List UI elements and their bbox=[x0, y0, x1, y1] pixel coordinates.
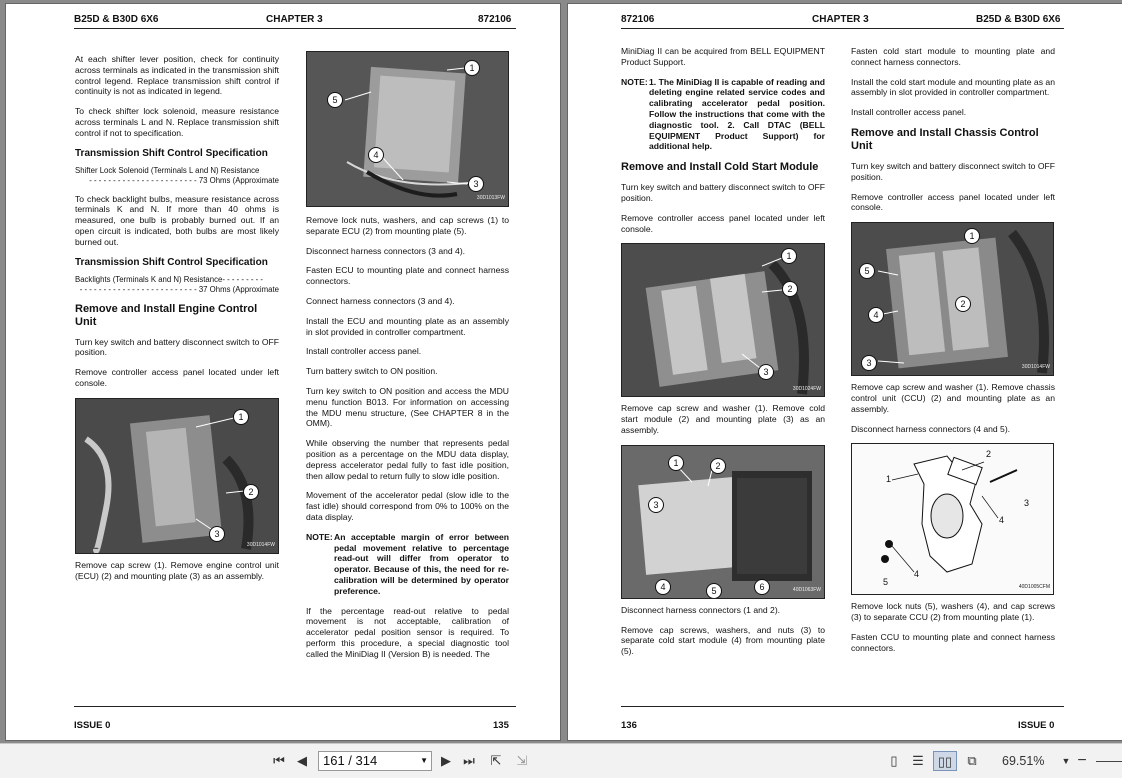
callout-1: 1 bbox=[464, 60, 480, 76]
first-page-icon[interactable]: ⏮ bbox=[273, 753, 285, 768]
callout-2: 2 bbox=[782, 281, 798, 297]
spec-entry bbox=[75, 275, 279, 295]
note-label: NOTE: bbox=[621, 76, 648, 87]
header-rule bbox=[621, 28, 1064, 29]
right-column-1 bbox=[621, 46, 825, 666]
paragraph: To check shifter lock solenoid, measure resistance across terminals L and N. Replace transmission shift control if not to specification. bbox=[75, 106, 279, 138]
header-code: 872106 bbox=[621, 14, 655, 25]
figure-id: 30D1014FW bbox=[246, 541, 275, 548]
paragraph: Turn key switch and battery disconnect switch to OFF position. bbox=[75, 336, 279, 358]
paragraph: Fasten ECU to mounting plate and connect harness connectors. bbox=[306, 265, 509, 287]
two-page-icon[interactable]: ▯▯ bbox=[933, 751, 957, 771]
callout-5: 5 bbox=[859, 263, 875, 279]
ecu-photo-drawing bbox=[76, 399, 279, 554]
zoom-slider[interactable] bbox=[1096, 761, 1122, 762]
paragraph: Install the cold start module and mounting plate as an assembly in slot provided in controller compartment. bbox=[851, 76, 1055, 98]
zoom-level[interactable]: 69.51% bbox=[1002, 754, 1045, 768]
section-title: Remove and Install Engine Control Unit bbox=[75, 302, 258, 328]
figure-id: 30D1014FW bbox=[1021, 364, 1050, 371]
page-number-input[interactable] bbox=[318, 751, 432, 771]
paragraph: Disconnect harness connectors (3 and 4). bbox=[306, 245, 466, 256]
figure-caption: Remove cap screw and washer (1). Remove chassis control unit (CCU) (2) and mounting plate as an assembly. bbox=[851, 382, 1055, 414]
paragraph: If the percentage read-out relative to pedal movement is not acceptable, calibration of accelerator pedal position sensor is required. To perform this procedure, a special diagnostic tool called the MiniDiag II (Version B) is needed. The bbox=[306, 605, 509, 659]
callout-1: 1 bbox=[668, 455, 684, 471]
paragraph: Turn key switch to ON position and access the MDU menu function B013. For information on accessing the MDU menu structure, (See CHAPTER 8 in the OMM). bbox=[306, 385, 509, 429]
figure-caption: Remove cap screw and washer (1). Remove cold start module (2) and mounting plate (3) as an assembly. bbox=[621, 403, 825, 435]
cold-start-drawing bbox=[622, 244, 825, 397]
callout-6: 6 bbox=[754, 579, 770, 595]
ccu-photo-drawing bbox=[852, 223, 1054, 376]
left-column-1 bbox=[75, 54, 279, 590]
zoom-out-icon[interactable]: − bbox=[1077, 752, 1087, 769]
callout-1: 1 bbox=[964, 228, 980, 244]
note-body: An acceptable margin of error between pedal movement relative to percentage read-out will differ from operator to operator. Because of this, the need for re-calibration will be determined by operator preference. bbox=[334, 531, 509, 596]
header-chapter: CHAPTER 3 bbox=[266, 14, 323, 25]
header-chapter: CHAPTER 3 bbox=[812, 14, 869, 25]
cold-start-module-photo bbox=[621, 445, 825, 599]
callout-1: 1 bbox=[781, 248, 797, 264]
ecu-bench-photo bbox=[306, 51, 509, 207]
callout-3: 3 bbox=[468, 176, 484, 192]
continuous-icon[interactable]: ☰ bbox=[912, 753, 924, 768]
figure-caption: Disconnect harness connectors (1 and 2). bbox=[621, 604, 781, 615]
paragraph: Remove controller access panel located under left console. bbox=[851, 191, 1055, 213]
viewer-toolbar bbox=[0, 743, 1122, 778]
back-view-icon[interactable]: ⇱ bbox=[490, 753, 502, 768]
next-page-icon[interactable]: ▶ bbox=[441, 753, 451, 768]
last-page-icon[interactable]: ⏭ bbox=[463, 753, 475, 768]
page-135 bbox=[5, 3, 561, 741]
spec-label: Shifter Lock Solenoid (Terminals L and N) Resistance bbox=[75, 165, 260, 175]
spec-entry bbox=[75, 166, 279, 186]
footer-rule bbox=[621, 706, 1064, 707]
chevron-down-icon[interactable]: ▼ bbox=[420, 756, 428, 765]
callout-3: 3 bbox=[209, 526, 225, 542]
paragraph: While observing the number that represents pedal position as a percentage on the MDU data display, depress accelerator pedal fully to fast idle position, then allow pedal to return fully to slow idle position. bbox=[306, 438, 509, 481]
paragraph: Turn key switch and battery disconnect switch to OFF position. bbox=[621, 182, 825, 203]
prev-page-icon[interactable]: ◀ bbox=[297, 753, 307, 768]
spec-label: Backlights (Terminals K and N) Resistance- - - - - - - - - bbox=[75, 274, 264, 284]
callout-3: 3 bbox=[758, 364, 774, 380]
ecu-photo bbox=[75, 398, 279, 554]
callout-2: 2 bbox=[986, 449, 992, 460]
header-rule bbox=[74, 28, 516, 29]
paragraph: Turn key switch and battery disconnect switch to OFF position. bbox=[851, 160, 1055, 182]
callout-3: 3 bbox=[861, 355, 877, 371]
callout-3: 3 bbox=[648, 497, 664, 513]
paragraph: Turn battery switch to ON position. bbox=[306, 366, 438, 377]
callout-5: 5 bbox=[706, 583, 722, 599]
paragraph: At each shifter lever position, check for continuity across terminals as indicated in the transmission shift control legend. Replace transmission shift control if continuity is not as indicated in legend. bbox=[75, 54, 279, 97]
footer-page-number: 135 bbox=[493, 720, 509, 731]
header-model: B25D & B30D 6X6 bbox=[74, 14, 159, 25]
ccu-bracket-drawing bbox=[852, 444, 1054, 595]
callout-2: 2 bbox=[710, 458, 726, 474]
note-block bbox=[306, 532, 509, 597]
callout-2: 2 bbox=[955, 296, 971, 312]
paragraph: Remove controller access panel located under left console. bbox=[621, 212, 825, 234]
paragraph: Fasten cold start module to mounting plate and connect harness connectors. bbox=[851, 46, 1055, 67]
spec-value: - - - - - - - - - - - - - - - - - - - - - - - - - 37 Ohms (Approximate bbox=[79, 284, 279, 294]
ccu-photo bbox=[851, 222, 1054, 376]
section-heading: Transmission Shift Control Specification bbox=[75, 147, 268, 159]
paragraph: Remove lock nuts, washers, and cap screws (1) to separate ECU (2) from mounting plate (5). bbox=[306, 215, 509, 236]
paragraph: Remove controller access panel located under left console. bbox=[75, 367, 279, 388]
figure-id: 30D1024FW bbox=[792, 385, 821, 392]
callout-3: 3 bbox=[1024, 498, 1030, 509]
callout-5: 5 bbox=[327, 92, 343, 108]
forward-view-icon[interactable]: ⇲ bbox=[516, 753, 528, 768]
callout-5: 5 bbox=[883, 577, 889, 588]
paragraph: Connect harness connectors (3 and 4). bbox=[306, 295, 455, 306]
figure-caption: Remove lock nuts (5), washers (4), and cap screws (3) to separate CCU (2) from mounting plate (1). bbox=[851, 601, 1055, 623]
left-column-2 bbox=[306, 51, 509, 669]
note-body: 1. The MiniDiag II is capable of reading and deleting engine related service codes and calibrating accelerator pedal position. Follow the instructions that come with the diagnostic tool. 2. Call DTAC (BELL EQUIPMENT Product Support) for additional help. bbox=[649, 76, 825, 152]
paragraph: Install the ECU and mounting plate as an assembly in slot provided in controller compartment. bbox=[306, 315, 509, 337]
callout-1: 1 bbox=[886, 474, 892, 485]
cold-start-photo bbox=[621, 243, 825, 397]
paragraph: Remove cap screws, washers, and nuts (3) to separate cold start module (4) from mounting plate (5). bbox=[621, 624, 825, 657]
two-page-continuous-icon[interactable]: ⧉ bbox=[967, 753, 977, 768]
paragraph: To check backlight bulbs, measure resistance across terminals K and N. If more than 40 ohms is measured, one bulb is probably burned out. If an open circuit is indicated, both bulbs are most likely burned out. bbox=[75, 193, 279, 247]
figure-id: 40D1063FW bbox=[792, 586, 821, 593]
paragraph: Movement of the accelerator pedal (slow idle to the fast idle) should correspond from 0% to 100% on the data display. bbox=[306, 490, 509, 522]
paragraph: Install controller access panel. bbox=[851, 107, 967, 118]
paragraph: Install controller access panel. bbox=[306, 346, 422, 357]
zoom-dropdown-icon[interactable]: ▼ bbox=[1061, 756, 1071, 766]
header-code: 872106 bbox=[478, 14, 512, 25]
footer-issue: ISSUE 0 bbox=[74, 720, 111, 731]
page-indicator: 161 / 314 bbox=[323, 753, 378, 768]
page-136 bbox=[567, 3, 1122, 741]
footer-rule bbox=[74, 706, 516, 707]
callout-4: 4 bbox=[999, 515, 1005, 526]
callout-2: 2 bbox=[243, 484, 259, 500]
section-heading: Transmission Shift Control Specification bbox=[75, 256, 268, 268]
single-page-icon[interactable]: ▯ bbox=[890, 753, 898, 768]
footer-page-number: 136 bbox=[621, 720, 637, 731]
paragraph: Disconnect harness connectors (4 and 5). bbox=[851, 423, 1011, 434]
figure-id: 40D1005CFM bbox=[1018, 583, 1050, 590]
paragraph: Fasten CCU to mounting plate and connect harness connectors. bbox=[851, 631, 1055, 653]
note-label: NOTE: bbox=[306, 531, 333, 542]
footer-issue: ISSUE 0 bbox=[1018, 720, 1055, 731]
callout-1: 1 bbox=[233, 409, 249, 425]
callout-4: 4 bbox=[868, 307, 884, 323]
header-model: B25D & B30D 6X6 bbox=[976, 14, 1061, 25]
callout-4: 4 bbox=[368, 147, 384, 163]
spec-value: - - - - - - - - - - - - - - - - - - - - - - - 73 Ohms (Approximate bbox=[89, 175, 279, 185]
right-column-2 bbox=[851, 46, 1055, 663]
section-title: Remove and Install Chassis Control Unit bbox=[851, 126, 1039, 152]
callout-4b: 4 bbox=[914, 569, 920, 580]
figure-id: 30D1013FW bbox=[476, 195, 505, 202]
callout-4: 4 bbox=[655, 579, 671, 595]
section-title: Remove and Install Cold Start Module bbox=[621, 161, 819, 174]
ccu-bracket-diagram bbox=[851, 443, 1054, 595]
paragraph: MiniDiag II can be acquired from BELL EQUIPMENT Product Support. bbox=[621, 46, 825, 67]
figure-caption: Remove cap screw (1). Remove engine control unit (ECU) (2) and mounting plate (3) as an assembly. bbox=[75, 559, 279, 581]
note-block bbox=[621, 77, 825, 153]
